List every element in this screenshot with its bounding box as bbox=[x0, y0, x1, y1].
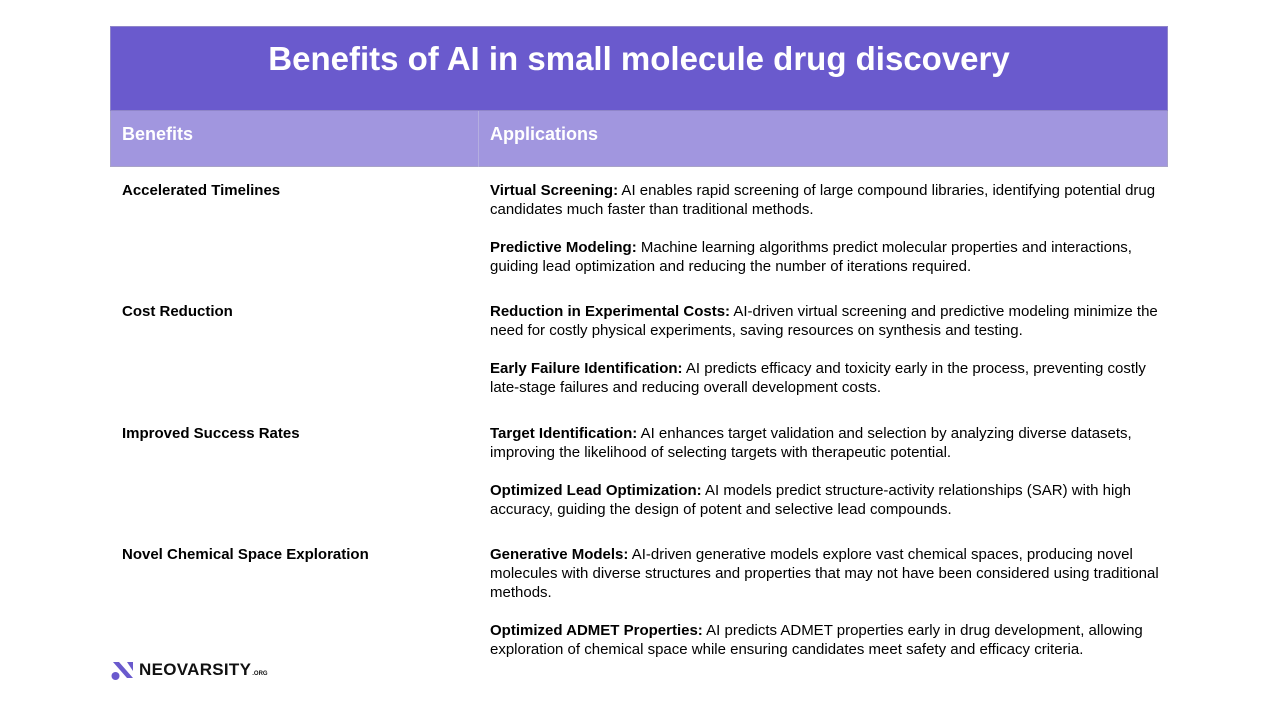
applications-cell bbox=[490, 424, 1160, 538]
application-text: AI predicts ADMET properties early in drug development, allowing exploration of chemical space while ensuring candidates meet safety and efficacy criteria. bbox=[490, 622, 1143, 658]
application-text: AI-driven generative models explore vast chemical spaces, producing novel molecules with diverse structures and properties that may not have been considered using traditional methods. bbox=[490, 546, 1159, 601]
header-divider bbox=[478, 111, 479, 167]
table-header bbox=[110, 111, 1168, 167]
benefit-label: Cost Reduction bbox=[122, 303, 233, 320]
application-item bbox=[490, 481, 1160, 519]
applications-cell bbox=[490, 302, 1160, 416]
application-text: AI models predict structure-activity relationships (SAR) with high accuracy, guiding the design of potent and selective lead compounds. bbox=[490, 482, 1132, 518]
application-term: Optimized Lead Optimization: bbox=[490, 482, 702, 499]
page-title: Benefits of AI in small molecule drug discovery bbox=[268, 40, 1010, 77]
application-text: Machine learning algorithms predict molecular properties and interactions, guiding lead optimization and reducing the number of iterations required. bbox=[490, 239, 1132, 275]
applications-cell bbox=[490, 181, 1160, 295]
application-term: Early Failure Identification: bbox=[490, 360, 683, 377]
application-term: Virtual Screening: bbox=[490, 182, 619, 199]
title-bar bbox=[110, 26, 1168, 111]
application-item bbox=[490, 621, 1160, 659]
application-term: Optimized ADMET Properties: bbox=[490, 622, 703, 639]
application-item bbox=[490, 424, 1160, 462]
application-item bbox=[490, 238, 1160, 276]
neovarsity-logo-icon bbox=[111, 659, 135, 681]
neovarsity-logo bbox=[111, 659, 268, 681]
application-text: AI enables rapid screening of large compound libraries, identifying potential drug candidates much faster than traditional methods. bbox=[490, 182, 1156, 218]
application-term: Reduction in Experimental Costs: bbox=[490, 303, 731, 320]
applications-cell bbox=[490, 545, 1160, 678]
application-item bbox=[490, 181, 1160, 219]
header-applications: Applications bbox=[490, 124, 599, 144]
header-benefits: Benefits bbox=[122, 124, 194, 144]
benefit-label: Accelerated Timelines bbox=[122, 182, 281, 199]
application-term: Target Identification: bbox=[490, 425, 638, 442]
application-item bbox=[490, 302, 1160, 340]
application-item bbox=[490, 545, 1160, 602]
benefit-label: Novel Chemical Space Exploration bbox=[122, 546, 369, 563]
benefit-label: Improved Success Rates bbox=[122, 425, 300, 442]
logo-wordmark: NEOVARSITY bbox=[139, 660, 252, 679]
application-text: AI enhances target validation and selection by analyzing diverse datasets, improving the likelihood of selecting targets with therapeutic potential. bbox=[490, 425, 1132, 461]
application-item bbox=[490, 359, 1160, 397]
application-text: AI predicts efficacy and toxicity early in the process, preventing costly late-stage failures and reducing overall development costs. bbox=[490, 360, 1146, 396]
application-text: AI-driven virtual screening and predictive modeling minimize the need for costly physical experiments, saving resources on synthesis and testing. bbox=[490, 303, 1158, 339]
application-term: Predictive Modeling: bbox=[490, 239, 637, 256]
logo-suffix: .ORG bbox=[252, 670, 268, 677]
application-term: Generative Models: bbox=[490, 546, 629, 563]
